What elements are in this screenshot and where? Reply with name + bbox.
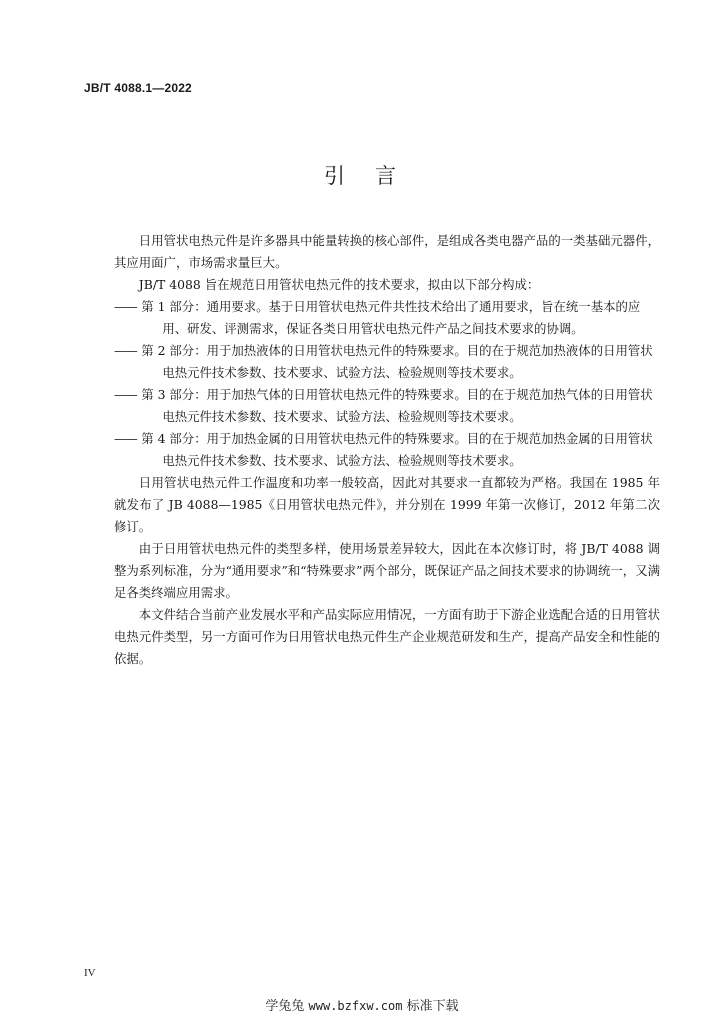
em-dash: —— [114, 299, 137, 314]
document-body [114, 230, 660, 670]
page-title: 引言 [324, 164, 426, 188]
em-dash: —— [114, 343, 137, 358]
list-item-continuation: 电热元件技术参数、技术要求、试验方法、检验规则等技术要求。 [162, 365, 522, 380]
footer-url[interactable]: www.bzfxw.com [308, 999, 403, 1013]
list-item-continuation: 电热元件技术参数、技术要求、试验方法、检验规则等技术要求。 [162, 453, 522, 468]
list-item-part-1 [114, 296, 660, 340]
em-dash: —— [114, 387, 137, 402]
page-number: IV [84, 967, 96, 979]
list-item-part-4 [114, 428, 660, 472]
list-item-continuation: 用、研发、评测需求，保证各类日用管状电热元件产品之间技术要求的协调。 [162, 321, 584, 336]
list-item-line: 第 2 部分：用于加热液体的日用管状电热元件的特殊要求。目的在于规范加热液体的日用管状 [141, 343, 653, 358]
footer-site-name: 学兔兔 [265, 999, 305, 1014]
list-item-part-2 [114, 340, 660, 384]
paragraph-purpose: 本文件结合当前产业发展水平和产品实际应用情况，一方面有助于下游企业选配合适的日用管状电热元件类型，另一方面可作为日用管状电热元件生产企业规范研发和生产，提高产品安全和性能的依据。 [114, 607, 660, 666]
list-item-line: 第 1 部分：通用要求。基于日用管状电热元件共性技术给出了通用要求，旨在统一基本的应 [141, 299, 641, 314]
list-item-line: 第 4 部分：用于加热金属的日用管状电热元件的特殊要求。目的在于规范加热金属的日用管状 [141, 431, 653, 446]
footer-tagline: 标准下载 [406, 999, 459, 1014]
list-item-part-3 [114, 384, 660, 428]
paragraph-revision: 由于日用管状电热元件的类型多样，使用场景差异较大，因此在本次修订时，将 JB/T 4088 调整为系列标准，分为“通用要求”和“特殊要求”两个部分，既保证产品之间技术要求的协调统一，又满足各类终端应用需求。 [114, 541, 660, 600]
paragraph-history: 日用管状电热元件工作温度和功率一般较高，因此对其要求一直都较为严格。我国在 1985 年就发布了 JB 4088—1985《日用管状电热元件》，并分别在 1999 年第一次修订，2012 年第二次修订。 [114, 475, 660, 534]
footer-watermark [0, 995, 724, 1014]
em-dash: —— [114, 431, 137, 446]
standard-number: JB/T 4088.1—2022 [84, 81, 192, 95]
list-item-continuation: 电热元件技术参数、技术要求、试验方法、检验规则等技术要求。 [162, 409, 522, 424]
paragraph-structure: JB/T 4088 旨在规范日用管状电热元件的技术要求，拟由以下部分构成： [138, 277, 540, 292]
list-item-line: 第 3 部分：用于加热气体的日用管状电热元件的特殊要求。目的在于规范加热气体的日用管状 [141, 387, 653, 402]
paragraph-intro: 日用管状电热元件是许多器具中能量转换的核心部件，是组成各类电器产品的一类基础元器件，其应用面广，市场需求量巨大。 [114, 233, 660, 270]
